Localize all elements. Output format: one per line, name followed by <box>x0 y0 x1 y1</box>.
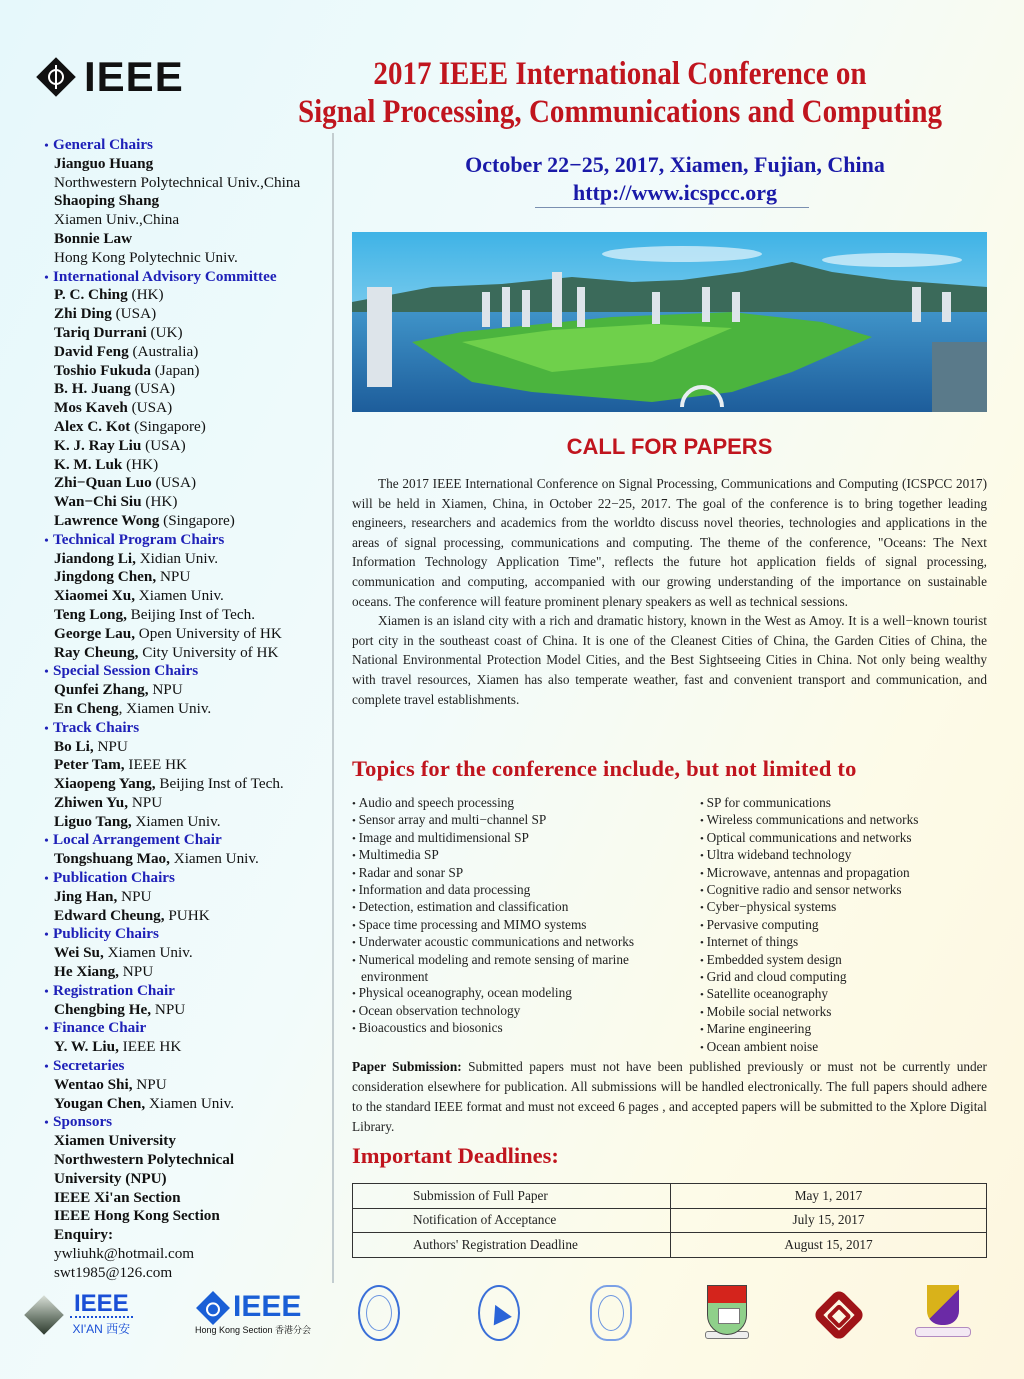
bullet-icon: • <box>44 720 49 735</box>
topic-item: • Cyber−physical systems <box>700 899 1000 916</box>
committee-member <box>40 1001 330 1020</box>
bullet-icon: • <box>44 833 49 848</box>
university-seal-icon <box>590 1285 634 1343</box>
enquiry-email-link[interactable]: swt1985@126.com <box>54 1263 173 1281</box>
committee-member <box>40 700 330 719</box>
title-line-1: 2017 IEEE International Conference on <box>373 56 867 92</box>
member-affiliation: NPU <box>128 793 163 811</box>
member-name: Qunfei Zhang, <box>54 681 149 699</box>
member-affiliation: (HK) <box>141 493 178 511</box>
deadlines-heading: Important Deadlines: <box>352 1143 559 1168</box>
section-title: Secretaries <box>53 1057 125 1075</box>
bullet-icon: • <box>44 927 49 942</box>
member-name: George Lau, <box>54 624 135 642</box>
member-name: K. J. Ray Liu <box>54 436 142 454</box>
xian-logo-subtitle: XI'AN 西安 <box>72 1322 131 1336</box>
member-affiliation: , Xiamen Univ. <box>118 699 212 717</box>
committee-section-heading <box>40 1113 330 1132</box>
deadline-label: Notification of Acceptance <box>353 1208 671 1233</box>
conference-url-link[interactable]: http://www.icspcc.org <box>572 180 778 205</box>
xian-diamond-icon <box>24 1295 64 1335</box>
topic-item: • Internet of things <box>700 934 1000 951</box>
member-affiliation: Xiamen Univ. <box>103 944 193 962</box>
bullet-icon: • <box>44 664 49 679</box>
section-title: Special Session Chairs <box>53 662 199 680</box>
paper-submission-label: Paper Submission: <box>352 1059 462 1074</box>
member-affiliation: (HK) <box>122 455 159 473</box>
member-affiliation: Open University of HK <box>135 624 282 642</box>
committee-sidebar <box>40 136 330 1283</box>
member-name: Northwestern Polytechnical <box>54 1151 235 1169</box>
member-name: Zhi Ding <box>54 305 112 323</box>
member-name: University (NPU) <box>54 1169 167 1187</box>
committee-member <box>40 756 330 775</box>
topic-item: • Microwave, antennas and propagation <box>700 865 1000 882</box>
topic-item: • Numerical modeling and remote sensing of marine environment <box>352 952 692 986</box>
committee-member <box>40 1038 330 1057</box>
topic-item: • Audio and speech processing <box>352 795 692 812</box>
polyu-logo-icon <box>812 1288 866 1342</box>
committee-section-heading <box>40 1019 330 1038</box>
ieee-hong-kong-section-logo <box>195 1292 311 1336</box>
committee-member <box>40 1226 330 1245</box>
topic-item: • Sensor array and multi−channel SP <box>352 812 692 829</box>
committee-member <box>40 550 330 569</box>
committee-member <box>40 907 330 926</box>
member-affiliation: (USA) <box>151 474 197 492</box>
section-title: Registration Chair <box>53 981 175 999</box>
committee-member <box>40 850 330 869</box>
section-title: International Advisory Committee <box>53 267 277 285</box>
member-name: P. C. Ching <box>54 286 128 304</box>
member-name: Toshio Fukuda <box>54 361 151 379</box>
member-affiliation: (USA) <box>111 305 157 323</box>
bullet-icon: • <box>44 138 49 152</box>
member-name: Alex C. Kot <box>54 417 131 435</box>
member-name: Edward Cheung, <box>54 906 165 924</box>
member-affiliation: (Australia) <box>128 342 199 360</box>
member-affiliation: (USA) <box>130 380 176 398</box>
committee-member <box>40 324 330 343</box>
committee-member <box>40 305 330 324</box>
member-name: Peter Tam, <box>54 756 125 774</box>
member-affiliation: PUHK <box>164 906 210 924</box>
call-for-papers-heading: CALL FOR PAPERS <box>566 434 773 459</box>
committee-member <box>40 437 330 456</box>
topic-item: • Image and multidimensional SP <box>352 830 692 847</box>
member-name: Wei Su, <box>54 944 104 962</box>
member-name: Lawrence Wong <box>54 511 160 529</box>
member-name: Bo Li, <box>54 737 94 755</box>
member-name: Liguo Tang, <box>54 812 132 830</box>
ieee-logo <box>36 52 206 102</box>
hk-logo-subtitle: Hong Kong Section 香港分会 <box>195 1325 312 1335</box>
call-for-papers-body <box>352 474 987 709</box>
committee-member <box>40 399 330 418</box>
member-affiliation: Xiamen Univ. <box>131 812 221 830</box>
committee-member <box>40 1170 330 1189</box>
committee-member <box>40 794 330 813</box>
deadline-label: Authors' Registration Deadline <box>353 1233 671 1258</box>
topic-item: • Wireless communications and networks <box>700 812 1000 829</box>
topic-item: • Marine engineering <box>700 1021 1000 1038</box>
member-name: Xiamen University <box>54 1132 176 1150</box>
topic-item: • Optical communications and networks <box>700 830 1000 847</box>
committee-member <box>40 474 330 493</box>
committee-member <box>40 644 330 663</box>
vertical-divider <box>332 133 334 1283</box>
member-name: Wentao Shi, <box>54 1075 133 1093</box>
bullet-icon: • <box>44 269 49 284</box>
hku-crest-icon <box>705 1285 749 1345</box>
member-affiliation: NPU <box>118 963 154 981</box>
member-name: Mos Kaveh <box>54 399 128 417</box>
url-underline <box>535 207 809 208</box>
section-title: Publication Chairs <box>53 869 175 887</box>
member-affiliation: NPU <box>156 568 191 586</box>
table-row <box>353 1184 987 1209</box>
bullet-icon: • <box>44 1021 49 1036</box>
member-name: He Xiang, <box>54 963 119 981</box>
member-affiliation: (Singapore) <box>159 511 235 529</box>
cuhk-crest-icon <box>915 1285 971 1345</box>
committee-section-heading <box>40 268 330 287</box>
committee-member <box>40 625 330 644</box>
topic-item: • Ocean observation technology <box>352 1003 692 1020</box>
committee-section-heading <box>40 925 330 944</box>
member-affiliation: IEEE HK <box>118 1038 182 1056</box>
committee-member <box>40 380 330 399</box>
cfp-paragraph: The 2017 IEEE International Conference on Signal Processing, Communications and Computing (ICSPCC 2017) will be held in Xiamen, China, in October 22−25, 2017. The goal of the conference is to bring together leading engineers, researchers and academics from the worldto discuss novel theories, technologies and applications in the areas of signal processing, communications and computing. The theme of the conference, "Oceans: The Next Information Technology Application Time", reflects the future hot application fields of signal processing, communication and computing, accompanied with our growing understanding of the importance on sustainable oceans. The conference will feature prominent plenary speakers as well as technical sessions. <box>352 476 987 609</box>
section-title: Finance Chair <box>53 1019 147 1037</box>
paper-submission-body: Submitted papers must not have been published previously or must not be currently under consideration elsewhere for publication. All submissions will be handled electronically. The full papers should adhere to the standard IEEE format and must not exceed 6 pages , and accepted papers will be submitted to the Xplore Digital Library. <box>352 1059 987 1134</box>
topic-item: • Multimedia SP <box>352 847 692 864</box>
topics-list-right <box>700 795 1000 1056</box>
committee-section-heading <box>40 719 330 738</box>
committee-member <box>40 155 330 174</box>
member-affiliation: NPU <box>93 737 128 755</box>
member-affiliation: Xiamen Univ.,China <box>54 211 180 229</box>
committee-member <box>40 1207 330 1226</box>
member-affiliation: Xidian Univ. <box>135 549 219 567</box>
member-name: B. H. Juang <box>54 380 131 398</box>
member-name: Jingdong Chen, <box>54 568 157 586</box>
member-name: IEEE Hong Kong Section <box>54 1207 220 1225</box>
committee-member <box>40 568 330 587</box>
member-name: Xiaomei Xu, <box>54 587 135 605</box>
topic-item: • Cognitive radio and sensor networks <box>700 882 1000 899</box>
topic-item: • Detection, estimation and classification <box>352 899 692 916</box>
committee-section-heading <box>40 982 330 1001</box>
topic-item: • Satellite oceanography <box>700 986 1000 1003</box>
member-affiliation: Northwestern Polytechnical Univ.,China <box>54 173 301 191</box>
committee-member <box>40 1245 330 1264</box>
table-row <box>353 1233 987 1258</box>
committee-member <box>40 1132 330 1151</box>
section-title: General Chairs <box>53 136 153 153</box>
member-name: Jianguo Huang <box>54 154 154 172</box>
deadline-date: August 15, 2017 <box>671 1233 987 1258</box>
section-title: Local Arrangement Chair <box>53 831 222 849</box>
member-affiliation: Beijing Inst of Tech. <box>126 605 256 623</box>
bullet-icon: • <box>44 532 49 547</box>
member-name: IEEE Xi'an Section <box>54 1188 181 1206</box>
topic-item: • SP for communications <box>700 795 1000 812</box>
bullet-icon: • <box>44 983 49 998</box>
committee-member <box>40 775 330 794</box>
member-affiliation: (UK) <box>146 323 183 341</box>
member-affiliation: NPU <box>132 1075 167 1093</box>
member-affiliation: Beijing Inst of Tech. <box>155 775 284 793</box>
committee-member <box>40 174 330 193</box>
ieee-logo-text: IEEE <box>84 53 184 100</box>
ieee-diamond-icon <box>36 57 76 97</box>
committee-member <box>40 343 330 362</box>
npu-seal-icon <box>478 1285 522 1343</box>
member-affiliation: (USA) <box>127 399 173 417</box>
member-name: Xiaopeng Yang, <box>54 775 156 793</box>
deadline-date: July 15, 2017 <box>671 1208 987 1233</box>
member-affiliation: Xiamen Univ. <box>135 587 224 605</box>
committee-member <box>40 944 330 963</box>
topic-item: • Grid and cloud computing <box>700 969 1000 986</box>
committee-section-heading <box>40 531 330 550</box>
committee-member <box>40 1151 330 1170</box>
member-affiliation: Xiamen Univ. <box>145 1094 235 1112</box>
member-affiliation: (Singapore) <box>130 417 206 435</box>
xiamen-university-seal-icon <box>358 1285 402 1343</box>
bullet-icon: • <box>44 871 49 886</box>
member-name: Enquiry: <box>54 1226 114 1244</box>
member-name: Y. W. Liu, <box>54 1038 119 1056</box>
committee-member <box>40 681 330 700</box>
committee-member <box>40 963 330 982</box>
committee-section-heading <box>40 869 330 888</box>
committee-member <box>40 1076 330 1095</box>
member-name: Zhiwen Yu, <box>54 793 129 811</box>
deadlines-table <box>352 1183 987 1258</box>
member-name: K. M. Luk <box>54 455 123 473</box>
section-title: Technical Program Chairs <box>53 530 225 548</box>
topics-heading: Topics for the conference include, but not limited to <box>352 756 857 781</box>
enquiry-email-link[interactable]: ywliuhk@hotmail.com <box>54 1245 195 1263</box>
deadline-label: Submission of Full Paper <box>353 1184 671 1209</box>
member-name: Jiandong Li, <box>54 549 136 567</box>
member-name: Tariq Durrani <box>54 323 147 341</box>
bullet-icon: • <box>44 1059 49 1074</box>
committee-member <box>40 587 330 606</box>
member-name: Ray Cheung, <box>54 643 139 661</box>
member-affiliation: Hong Kong Polytechnic Univ. <box>54 248 238 266</box>
member-affiliation: NPU <box>151 1000 186 1018</box>
member-name: Jing Han, <box>54 887 118 905</box>
committee-member <box>40 493 330 512</box>
member-affiliation: (Japan) <box>150 361 200 379</box>
hk-logo-title: IEEE <box>233 1290 302 1323</box>
committee-section-heading <box>40 1057 330 1076</box>
member-affiliation: IEEE HK <box>124 756 188 774</box>
section-title: Sponsors <box>53 1113 113 1131</box>
member-name: Zhi−Quan Luo <box>54 474 152 492</box>
committee-member <box>40 286 330 305</box>
committee-member <box>40 211 330 230</box>
committee-member <box>40 1095 330 1114</box>
hk-diamond-icon <box>196 1291 230 1325</box>
topic-item: • Ocean ambient noise <box>700 1039 1000 1056</box>
topic-item: • Pervasive computing <box>700 917 1000 934</box>
committee-member <box>40 192 330 211</box>
xian-logo-title: IEEE <box>70 1292 133 1318</box>
member-name: Shaoping Shang <box>54 192 160 210</box>
topic-item: • Underwater acoustic communications and networks <box>352 934 692 951</box>
committee-member <box>40 456 330 475</box>
committee-member <box>40 362 330 381</box>
member-affiliation: (USA) <box>141 436 186 454</box>
committee-member <box>40 418 330 437</box>
topic-item: • Embedded system design <box>700 952 1000 969</box>
title-line-2: Signal Processing, Communications and Computing <box>297 94 943 130</box>
xiamen-panorama-photo <box>352 232 987 412</box>
committee-section-heading <box>40 136 330 155</box>
topic-item: • Ultra wideband technology <box>700 847 1000 864</box>
committee-member <box>40 249 330 268</box>
committee-member <box>40 230 330 249</box>
member-name: Yougan Chen, <box>54 1094 146 1112</box>
member-name: Wan−Chi Siu <box>54 493 142 511</box>
conference-title <box>277 55 963 131</box>
committee-section-heading <box>40 662 330 681</box>
member-affiliation: Xiamen Univ. <box>169 850 259 868</box>
ieee-xian-section-logo <box>30 1292 133 1337</box>
paper-submission-text <box>352 1057 987 1137</box>
member-name: Chengbing He, <box>54 1000 152 1018</box>
topic-item: • Space time processing and MIMO systems <box>352 917 692 934</box>
member-affiliation: (HK) <box>127 286 164 304</box>
member-name: Teng Long, <box>54 605 127 623</box>
committee-member <box>40 813 330 832</box>
committee-member <box>40 512 330 531</box>
member-affiliation: NPU <box>148 681 183 699</box>
topics-list-left <box>352 795 692 1038</box>
committee-member <box>40 738 330 757</box>
committee-member <box>40 888 330 907</box>
committee-member <box>40 1189 330 1208</box>
section-title: Publicity Chairs <box>53 925 159 943</box>
table-row <box>353 1208 987 1233</box>
bullet-icon: • <box>44 1115 49 1130</box>
deadline-date: May 1, 2017 <box>671 1184 987 1209</box>
topic-item: • Bioacoustics and biosonics <box>352 1020 692 1037</box>
cfp-paragraph: Xiamen is an island city with a rich and dramatic history, known in the West as Amoy. It is a well−known tourist port city in the southeast coast of China. It is one of the Cleanest Cities of China, the Garden Cities of China, the National Environmental Protection Model Cities, and the Best Sightseeing Cities in China. Not only being wealthy with travel resources, Xiamen has also temperate weather, fast and convenient transport and communication, and complete travel establishments. <box>352 613 987 707</box>
date-location: October 22−25, 2017, Xiamen, Fujian, China <box>465 152 885 177</box>
member-name: Bonnie Law <box>54 229 133 247</box>
member-name: David Feng <box>54 342 129 360</box>
member-affiliation: NPU <box>117 887 152 905</box>
committee-member <box>40 1264 330 1283</box>
member-affiliation: City University of HK <box>138 643 279 661</box>
member-name: En Cheng <box>54 699 119 717</box>
topic-item: • Mobile social networks <box>700 1004 1000 1021</box>
section-title: Track Chairs <box>53 718 140 736</box>
member-name: Tongshuang Mao, <box>54 850 170 868</box>
committee-member <box>40 606 330 625</box>
committee-section-heading <box>40 831 330 850</box>
topic-item: • Information and data processing <box>352 882 692 899</box>
topic-item: • Radar and sonar SP <box>352 865 692 882</box>
topic-item: • Physical oceanography, ocean modeling <box>352 985 692 1002</box>
